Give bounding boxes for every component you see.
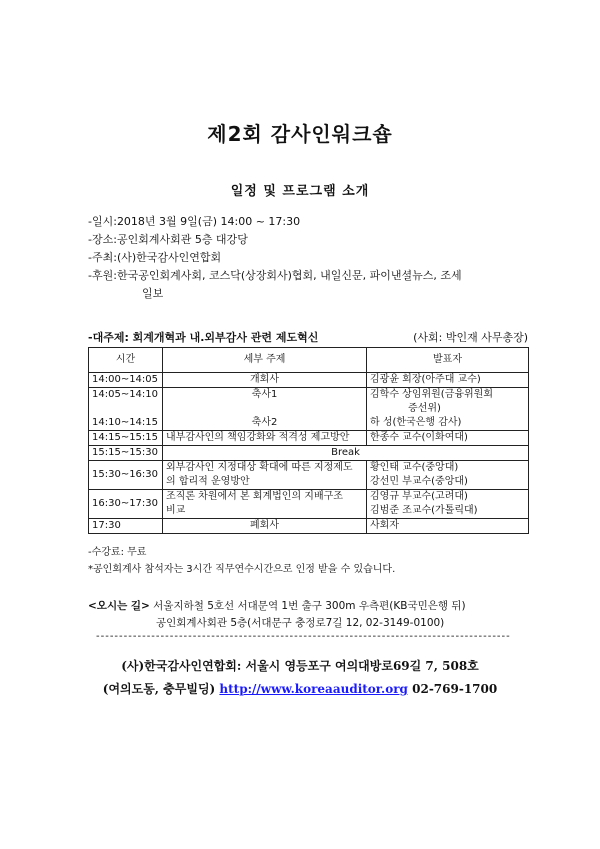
speaker-line: 강선민 부교수(중앙대) <box>370 476 468 487</box>
main-theme: -대주제: 회계개혁과 내.외부감사 관련 제도혁신 <box>88 331 319 344</box>
footer-address: (사)한국감사인연합회: 서울시 영등포구 여의대방로69길 7, 508호 <box>121 659 479 673</box>
document-title: 제2회 감사인워크숍 <box>207 122 393 146</box>
topic-cell <box>163 388 367 431</box>
organizer-label: -주최: <box>88 251 117 264</box>
header-topic: 세부 주제 <box>163 348 367 373</box>
topic-line: 축사1 <box>251 389 278 400</box>
topic-line: 의 합리적 운영방안 <box>166 476 250 487</box>
date-row <box>88 213 528 231</box>
footer <box>0 655 600 701</box>
fee-note: -수강료: 무료 <box>88 547 147 558</box>
header-speaker: 발표자 <box>367 348 529 373</box>
topic-cell <box>163 490 367 519</box>
time-line: 14:10~14:15 <box>92 417 159 428</box>
directions-label: <오시는 길> <box>88 600 150 612</box>
speaker-cell: 한종수 교수(이화여대) <box>367 431 529 446</box>
topic-cell <box>163 461 367 490</box>
website-link[interactable]: http://www.koreaauditor.org <box>219 682 408 696</box>
speaker-line: 황인태 교수(중앙대) <box>370 462 459 473</box>
time-cell: 16:30~17:30 <box>89 490 163 519</box>
credit-note: *공인회계사 참석자는 3시간 직무연수시간으로 인정 받을 수 있습니다. <box>88 564 396 575</box>
organizer-row <box>88 249 528 267</box>
sponsor-value-line1: 한국공인회계사회, 코스닥(상장회사)협회, 내일신문, 파이낸셜뉴스, 조세 <box>116 269 462 282</box>
speaker-line: 증선위) <box>408 403 441 414</box>
blank-line <box>92 402 159 416</box>
table-row <box>89 373 529 388</box>
table-header-row <box>89 348 529 373</box>
speaker-cell: 김광윤 회장(아주대 교수) <box>367 373 529 388</box>
directions-line1 <box>88 598 568 615</box>
time-cell: 14:15~15:15 <box>89 431 163 446</box>
speaker-line: 하 성(한국은행 감사) <box>370 417 462 428</box>
time-cell: 14:00~14:05 <box>89 373 163 388</box>
organizer-value: (사)한국감사인연합회 <box>116 251 222 264</box>
topic-cell: 폐회사 <box>163 519 367 534</box>
time-cell: 15:15~15:30 <box>89 446 163 461</box>
table-row <box>89 490 529 519</box>
venue-label: -장소: <box>88 233 117 246</box>
header-time: 시간 <box>89 348 163 373</box>
document-subtitle: 일정 및 프로그램 소개 <box>230 184 370 199</box>
topic-cell: 개회사 <box>163 373 367 388</box>
speaker-line: 김범준 조교수(가톨릭대) <box>370 505 478 516</box>
time-cell: 17:30 <box>89 519 163 534</box>
table-row <box>89 431 529 446</box>
speaker-cell: 사회자 <box>367 519 529 534</box>
notes <box>88 544 548 578</box>
speaker-cell <box>367 388 529 431</box>
speaker-cell <box>367 461 529 490</box>
topic-line: 조직론 차원에서 본 회계법인의 지배구조 <box>166 491 343 502</box>
speaker-line: 김영규 부교수(고려대) <box>370 491 468 502</box>
footer-building: (여의도동, 충무빌딩) <box>102 682 220 696</box>
date-value: 2018년 3월 9일(금) 14:00 ~ 17:30 <box>116 215 301 228</box>
table-row <box>89 461 529 490</box>
dashed-divider: ------------------------------------------------------------------------------------------ <box>96 631 511 642</box>
topic-cell: 내부감사인의 책임강화와 적격성 제고방안 <box>163 431 367 446</box>
time-cell <box>89 388 163 431</box>
topic-line: 외부감사인 지정대상 확대에 따른 지정제도 <box>166 462 353 473</box>
table-row <box>89 519 529 534</box>
time-line: 14:05~14:10 <box>92 389 159 400</box>
sponsor-row <box>88 267 528 285</box>
directions-route: 서울지하철 5호선 서대문역 1번 출구 300m 우측편(KB국민은행 뒤) <box>149 600 466 612</box>
venue-row <box>88 231 528 249</box>
speaker-cell <box>367 490 529 519</box>
time-cell: 15:30~16:30 <box>89 461 163 490</box>
speaker-line: 김학수 상임위원(금융위원회 <box>370 389 493 400</box>
venue-value: 공인회계사회관 5층 대강당 <box>116 233 248 246</box>
moderator: (사회: 박인재 사무총장) <box>413 331 528 344</box>
date-label: -일시: <box>88 215 117 228</box>
blank-line <box>166 402 363 416</box>
schedule-table <box>88 347 529 534</box>
footer-contact <box>0 678 600 701</box>
main-theme-line <box>88 329 528 347</box>
topic-line: 비교 <box>166 505 186 516</box>
sponsor-value-line2: 일보 <box>142 287 164 300</box>
directions <box>88 598 568 632</box>
directions-address: 공인회계사회관 5층(서대문구 충정로7길 12, 02-3149-0100) <box>156 617 445 629</box>
topic-line: 축사2 <box>251 417 278 428</box>
footer-phone: 02-769-1700 <box>407 682 498 696</box>
break-cell: Break <box>163 446 529 461</box>
event-info <box>88 213 528 303</box>
table-row <box>89 446 529 461</box>
sponsor-label: -후원: <box>88 269 117 282</box>
table-row <box>89 388 529 431</box>
